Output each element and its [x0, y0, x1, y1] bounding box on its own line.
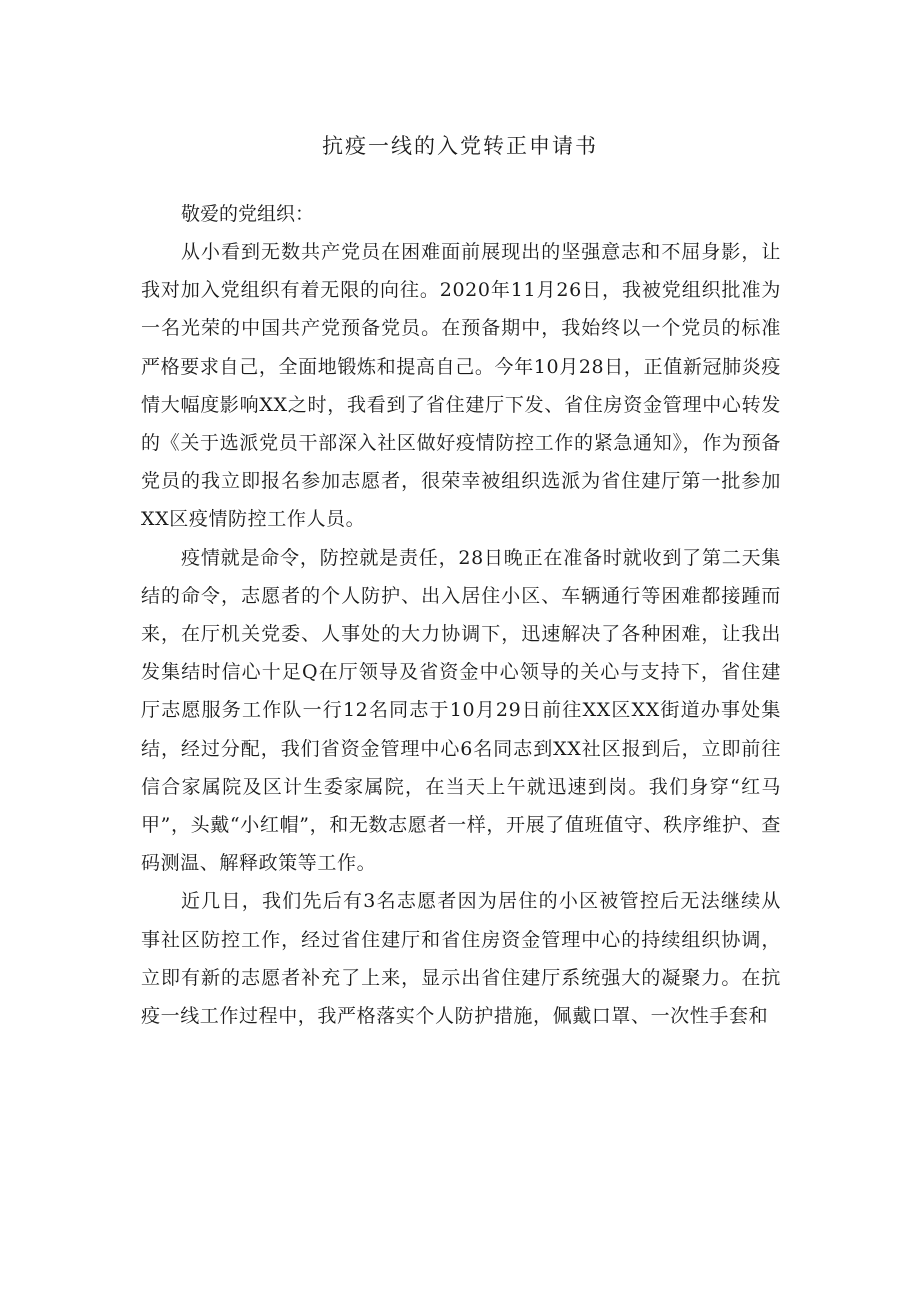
paragraph-2: 疫情就是命令，防控就是责任，28日晚正在准备时就收到了第二天集结的命令，志愿者的个人防护、出入居住小区、车辆通行等困难都接踵而来，在厅机关党委、人事处的大力协调下，迅速解决了各种困难，让我出发集结时信心十足Q在厅领导及省资金中心领导的关心与支持下，省住建厅志愿服务工作队一行12名同志于10月29日前往XX区XX街道办事处集结，经过分配，我们省资金管理中心6名同志到XX社区报到后，立即前往信合家属院及区计生委家属院，在当天上午就迅速到岗。我们身穿“红马甲”，头戴“小红帽”，和无数志愿者一样，开展了值班值守、秩序维护、查码测温、解释政策等工作。 [141, 546, 781, 875]
paragraph-1: 从小看到无数共产党员在困难面前展现出的坚强意志和不屈身影，让我对加入党组织有着无限的向往。2020年11月26日，我被党组织批准为一名光荣的中国共产党预备党员。在预备期中，我始终以一个党员的标准严格要求自己，全面地锻炼和提高自己。今年10月28日，正值新冠肺炎疫情大幅度影响XX之时，我看到了省住建厅下发、省住房资金管理中心转发的《关于选派党员干部深入社区做好疫情防控工作的紧急通知》，作为预备党员的我立即报名参加志愿者，很荣幸被组织选派为省住建厅第一批参加XX区疫情防控工作人员。 [141, 241, 781, 531]
paragraph-3: 近几日，我们先后有3名志愿者因为居住的小区被管控后无法继续从事社区防控工作，经过省住建厅和省住房资金管理中心的持续组织协调，立即有新的志愿者补充了上来，显示出省住建厅系统强大的凝聚力。在抗疫一线工作过程中，我严格落实个人防护措施，佩戴口罩、一次性手套和 [141, 890, 781, 1028]
salutation: 敬爱的党组织： [181, 203, 315, 225]
document-body [141, 195, 781, 1035]
document-title: 抗疫一线的入党转正申请书 [322, 134, 598, 158]
